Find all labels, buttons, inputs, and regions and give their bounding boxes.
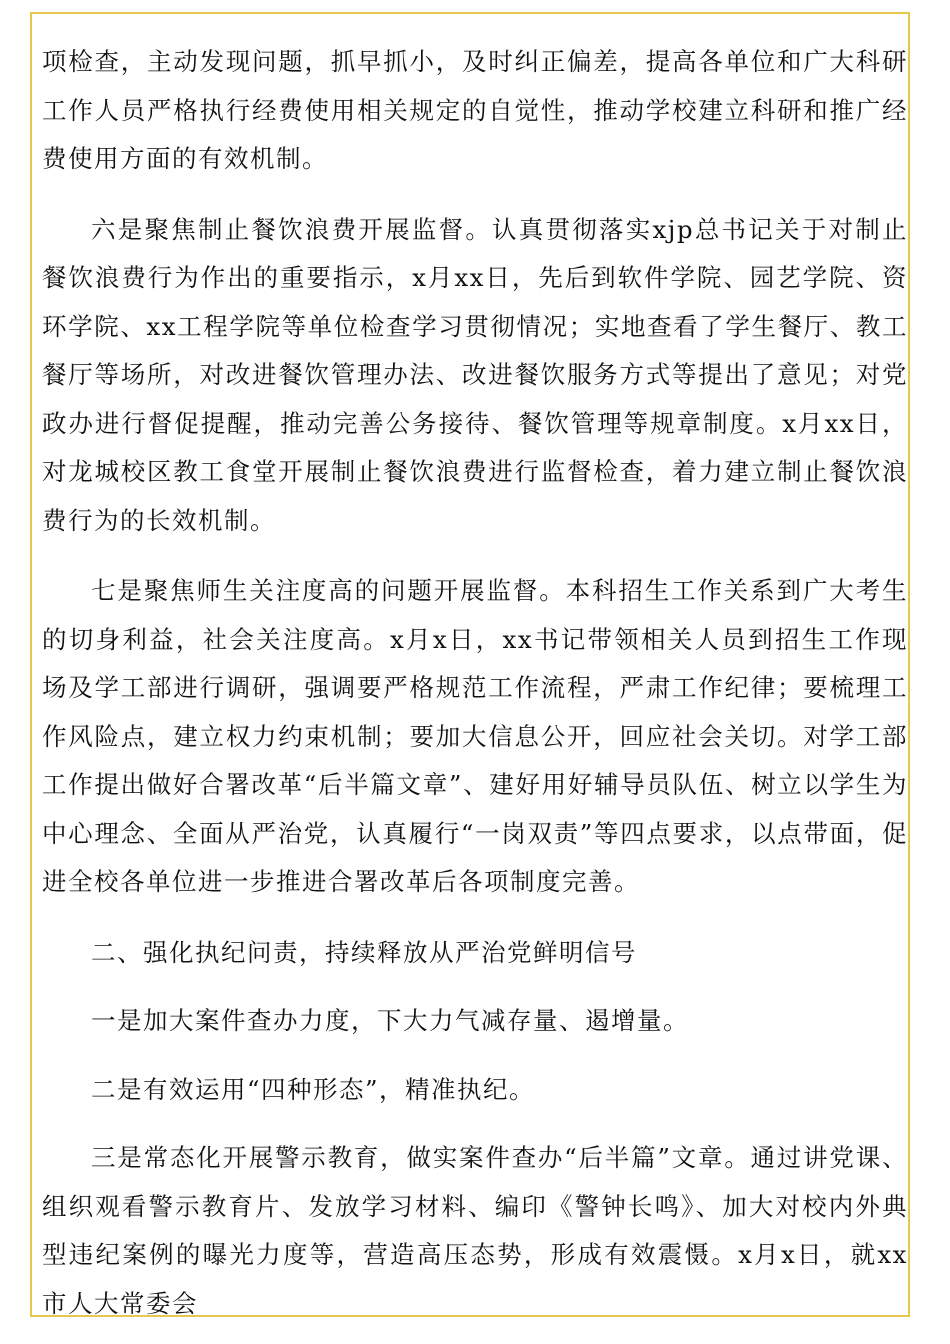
paragraph-continuation: 项检查，主动发现问题，抓早抓小，及时纠正偏差，提高各单位和广大科研工作人员严格执行经费使用相关规定的自觉性，推动学校建立科研和推广经费使用方面的有效机制。 [42,47,908,173]
section-heading-discipline: 二、强化执纪问责，持续释放从严治党鲜明信号 [91,937,637,967]
paragraph-food-waste-supervision: 六是聚焦制止餐饮浪费开展监督。认真贯彻落实xjp总书记关于对制止餐饮浪费行为作出的重要指示，x月xx日，先后到软件学院、园艺学院、资环学院、xx工程学院等单位检查学习贯彻情况；实地查看了学生餐厅、教工餐厅等场所，对改进餐饮管理办法、改进餐饮服务方式等提出了意见；对党政办进行督促提醒，推动完善公务接待、餐饮管理等规章制度。x月xx日，对龙城校区教工食堂开展制止餐饮浪费进行监督检查，着力建立制止餐饮浪费行为的长效机制。 [42,214,908,535]
document-body [42,38,908,1328]
paragraph-warning-education: 三是常态化开展警示教育，做实案件查办“后半篇”文章。通过讲党课、组织观看警示教育片、发放学习材料、编印《警钟长鸣》、加大对校内外典型违纪案例的曝光力度等，营造高压态势，形成有效震慑。x月x日，就xx市人大常委会 [42,1143,908,1318]
paragraph-four-forms: 二是有效运用“四种形态”，精准执纪。 [91,1074,536,1104]
paragraph-admissions-supervision: 七是聚焦师生关注度高的问题开展监督。本科招生工作关系到广大考生的切身利益，社会关注度高。x月x日，xx书记带领相关人员到招生工作现场及学工部进行调研，强调要严格规范工作流程，严肃工作纪律；要梳理工作风险点，建立权力约束机制；要加大信息公开，回应社会关切。对学工部工作提出做好合署改革“后半篇文章”、建好用好辅导员队伍、树立以学生为中心理念、全面从严治党，认真履行“一岗双责”等四点要求，以点带面，促进全校各单位进一步推进合署改革后各项制度完善。 [42,576,908,896]
paragraph-case-handling: 一是加大案件查办力度，下大力气减存量、遏增量。 [91,1006,689,1035]
